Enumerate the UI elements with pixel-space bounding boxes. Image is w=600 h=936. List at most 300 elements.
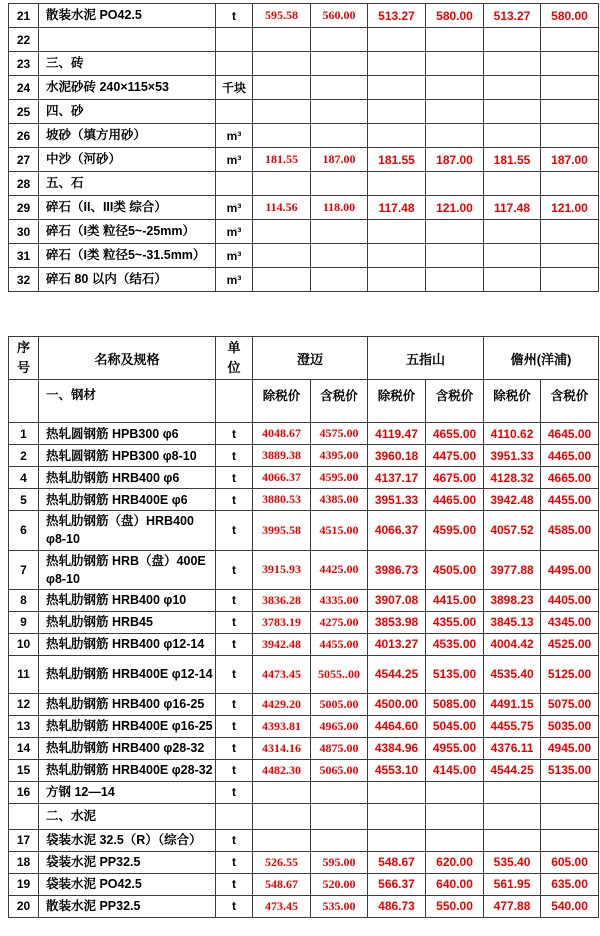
item-unit-cell: t [216, 829, 253, 851]
price-cell [541, 28, 599, 52]
price-cell: 5045.00 [426, 715, 484, 737]
item-name-cell: 袋装水泥 32.5（R）（综合） [39, 829, 216, 851]
price-cell: 635.00 [541, 873, 599, 895]
table-row [9, 172, 599, 196]
price-cell: 4665.00 [541, 467, 599, 489]
price-cell: 550.00 [426, 895, 484, 917]
materials-table-main [8, 336, 599, 918]
price-cell: 4505.00 [426, 550, 484, 589]
item-name-cell: 热轧圆钢筋 HPB300 φ6 [39, 423, 216, 445]
price-cell: 595.58 [253, 4, 311, 28]
price-cell [541, 52, 599, 76]
serial-no-label: 序号 [16, 340, 30, 376]
item-unit-cell: t [216, 445, 253, 467]
price-cell: 4491.15 [484, 693, 541, 715]
price-cell [311, 829, 368, 851]
price-cell: 4145.00 [426, 759, 484, 781]
price-cell: 4535.00 [426, 633, 484, 655]
price-cell: 4955.00 [426, 737, 484, 759]
item-unit-cell: t [216, 715, 253, 737]
table-gap [8, 292, 600, 336]
row-number-cell: 2 [9, 445, 39, 467]
price-cell [311, 244, 368, 268]
item-unit-cell: t [216, 550, 253, 589]
table-row [9, 693, 599, 715]
price-cell [368, 829, 426, 851]
price-cell: 118.00 [311, 196, 368, 220]
row-number-cell: 24 [9, 76, 39, 100]
price-cell: 513.27 [484, 4, 541, 28]
price-cell: 4355.00 [426, 611, 484, 633]
row-number-cell: 19 [9, 873, 39, 895]
price-cell: 4314.16 [253, 737, 311, 759]
price-cell [368, 52, 426, 76]
row-number-cell [9, 803, 39, 829]
table-row [9, 715, 599, 737]
row-number-cell: 10 [9, 633, 39, 655]
price-cell: 548.67 [368, 851, 426, 873]
table-row [9, 28, 599, 52]
header-row-cities [9, 337, 599, 380]
table-row [9, 52, 599, 76]
price-cell: 605.00 [541, 851, 599, 873]
price-cell: 3977.88 [484, 550, 541, 589]
item-name-cell: 袋装水泥 PO42.5 [39, 873, 216, 895]
table-row [9, 445, 599, 467]
price-cell: 3960.18 [368, 445, 426, 467]
price-cell: 560.00 [311, 4, 368, 28]
item-name-cell: 热轧肋钢筋 HRB400E φ16-25 [39, 715, 216, 737]
materials-table-top [8, 3, 599, 292]
row-number-cell: 13 [9, 715, 39, 737]
item-name-cell: 热轧肋钢筋 HRB45 [39, 611, 216, 633]
price-cell: 4500.00 [368, 693, 426, 715]
item-name-cell: 碎石（II、III类 综合） [39, 196, 216, 220]
item-unit-cell: m³ [216, 196, 253, 220]
item-name-cell: 热轧肋钢筋 HRB400E φ28-32 [39, 759, 216, 781]
table-row [9, 851, 599, 873]
price-cell: 4128.32 [484, 467, 541, 489]
item-name-cell: 碎石（I类 粒径5~-25mm） [39, 220, 216, 244]
col-header-inc-tax-wuzhishan: 含税价 [426, 380, 484, 423]
price-cell [484, 781, 541, 803]
price-cell: 4425.00 [311, 550, 368, 589]
price-cell [426, 268, 484, 292]
price-cell: 5135.00 [426, 655, 484, 693]
price-cell [253, 76, 311, 100]
item-name-cell: 热轧肋钢筋 HRB（盘）400E φ8-10 [39, 550, 216, 589]
row-number-cell: 5 [9, 489, 39, 511]
row-number-cell: 4 [9, 467, 39, 489]
row-number-cell: 8 [9, 589, 39, 611]
item-unit-cell: m³ [216, 244, 253, 268]
item-name-cell: 碎石（I类 粒径5~-31.5mm） [39, 244, 216, 268]
price-cell: 4335.00 [311, 589, 368, 611]
table-row [9, 268, 599, 292]
item-unit-cell [216, 100, 253, 124]
row-number-cell: 26 [9, 124, 39, 148]
price-cell [368, 781, 426, 803]
price-cell: 4004.42 [484, 633, 541, 655]
price-cell: 4475.00 [426, 445, 484, 467]
table-row [9, 611, 599, 633]
price-cell: 473.45 [253, 895, 311, 917]
price-cell [484, 124, 541, 148]
table-row [9, 895, 599, 917]
row-number-cell: 6 [9, 511, 39, 550]
price-cell [541, 244, 599, 268]
price-cell: 4066.37 [253, 467, 311, 489]
price-cell [484, 803, 541, 829]
price-cell: 3889.38 [253, 445, 311, 467]
price-cell: 4595.00 [426, 511, 484, 550]
price-cell: 4048.67 [253, 423, 311, 445]
price-cell: 4645.00 [541, 423, 599, 445]
price-cell: 4544.25 [484, 759, 541, 781]
price-cell [484, 268, 541, 292]
empty-header-cell [9, 380, 39, 423]
price-cell [253, 244, 311, 268]
col-header-serial-no [9, 337, 39, 380]
price-cell: 4465.00 [426, 489, 484, 511]
price-cell: 4465.00 [541, 445, 599, 467]
price-cell: 181.55 [368, 148, 426, 172]
price-cell [311, 100, 368, 124]
price-cell: 620.00 [426, 851, 484, 873]
table-row [9, 4, 599, 28]
price-cell: 4525.00 [541, 633, 599, 655]
price-cell: 4455.75 [484, 715, 541, 737]
price-cell: 561.95 [484, 873, 541, 895]
col-header-city-chengmai: 澄迈 [253, 337, 368, 380]
price-cell: 566.37 [368, 873, 426, 895]
price-cell: 3951.33 [484, 445, 541, 467]
row-number-cell: 21 [9, 4, 39, 28]
table-row [9, 759, 599, 781]
price-cell [426, 124, 484, 148]
price-cell [253, 220, 311, 244]
item-unit-cell: t [216, 4, 253, 28]
price-cell: 4965.00 [311, 715, 368, 737]
price-cell [311, 803, 368, 829]
price-cell [484, 100, 541, 124]
price-cell: 3995.58 [253, 511, 311, 550]
item-unit-cell: t [216, 467, 253, 489]
price-cell [253, 100, 311, 124]
item-unit-cell: m³ [216, 148, 253, 172]
price-cell: 4495.00 [541, 550, 599, 589]
col-header-name-spec: 名称及规格 [39, 337, 216, 380]
price-cell: 3942.48 [253, 633, 311, 655]
price-cell: 121.00 [541, 196, 599, 220]
price-cell [253, 803, 311, 829]
item-unit-cell: t [216, 633, 253, 655]
row-number-cell: 12 [9, 693, 39, 715]
price-cell: 4535.40 [484, 655, 541, 693]
price-cell [368, 220, 426, 244]
item-unit-cell: t [216, 511, 253, 550]
price-cell: 4585.00 [541, 511, 599, 550]
price-cell [426, 244, 484, 268]
price-cell: 4137.17 [368, 467, 426, 489]
item-unit-cell: t [216, 759, 253, 781]
table-row [9, 244, 599, 268]
item-unit-cell [216, 52, 253, 76]
price-cell: 3942.48 [484, 489, 541, 511]
price-cell [541, 172, 599, 196]
price-cell: 640.00 [426, 873, 484, 895]
price-cell: 4066.37 [368, 511, 426, 550]
price-cell [426, 829, 484, 851]
price-cell [368, 124, 426, 148]
item-name-cell [39, 28, 216, 52]
price-cell [541, 781, 599, 803]
item-unit-cell: t [216, 873, 253, 895]
col-header-unit [216, 337, 253, 380]
item-name-cell: 碎石 80 以内（结石） [39, 268, 216, 292]
price-cell: 3880.53 [253, 489, 311, 511]
price-cell: 4553.10 [368, 759, 426, 781]
row-number-cell: 11 [9, 655, 39, 693]
table-row [9, 589, 599, 611]
item-unit-cell: m³ [216, 124, 253, 148]
price-cell: 580.00 [541, 4, 599, 28]
price-cell [368, 100, 426, 124]
price-cell [368, 244, 426, 268]
price-cell [311, 124, 368, 148]
row-number-cell: 23 [9, 52, 39, 76]
price-cell [484, 220, 541, 244]
table-row [9, 829, 599, 851]
price-cell [253, 124, 311, 148]
price-cell: 117.48 [368, 196, 426, 220]
price-cell: 4275.00 [311, 611, 368, 633]
item-name-cell: 中沙（河砂） [39, 148, 216, 172]
price-cell [484, 244, 541, 268]
price-cell: 4345.00 [541, 611, 599, 633]
price-cell: 4110.62 [484, 423, 541, 445]
table-row [9, 633, 599, 655]
price-cell: 4013.27 [368, 633, 426, 655]
col-header-city-danzhou: 儋州(洋浦) [484, 337, 599, 380]
col-header-city-wuzhishan: 五指山 [368, 337, 484, 380]
price-cell [426, 220, 484, 244]
price-cell [253, 829, 311, 851]
price-cell: 117.48 [484, 196, 541, 220]
price-cell: 486.73 [368, 895, 426, 917]
price-cell: 595.00 [311, 851, 368, 873]
col-header-ex-tax-wuzhishan: 除税价 [368, 380, 426, 423]
price-cell: 5085.00 [426, 693, 484, 715]
row-number-cell: 25 [9, 100, 39, 124]
main-table-header [9, 337, 599, 423]
row-number-cell: 1 [9, 423, 39, 445]
price-cell: 526.55 [253, 851, 311, 873]
price-cell: 4455.00 [311, 633, 368, 655]
price-cell: 5055..00 [311, 655, 368, 693]
price-cell: 187.00 [426, 148, 484, 172]
price-cell: 4945.00 [541, 737, 599, 759]
table-row [9, 467, 599, 489]
price-cell: 5075.00 [541, 693, 599, 715]
table-row [9, 511, 599, 550]
price-cell: 5005.00 [311, 693, 368, 715]
price-cell [253, 268, 311, 292]
price-cell [541, 76, 599, 100]
item-unit-cell: t [216, 611, 253, 633]
row-number-cell: 28 [9, 172, 39, 196]
row-number-cell: 32 [9, 268, 39, 292]
row-number-cell: 27 [9, 148, 39, 172]
row-number-cell: 30 [9, 220, 39, 244]
table-row [9, 803, 599, 829]
row-number-cell: 17 [9, 829, 39, 851]
table-row [9, 220, 599, 244]
row-number-cell: 22 [9, 28, 39, 52]
price-cell: 4464.60 [368, 715, 426, 737]
price-cell [253, 28, 311, 52]
price-cell: 181.55 [253, 148, 311, 172]
price-cell: 4595.00 [311, 467, 368, 489]
price-cell [426, 172, 484, 196]
price-cell: 3898.23 [484, 589, 541, 611]
item-name-cell: 散装水泥 PP32.5 [39, 895, 216, 917]
item-unit-cell [216, 803, 253, 829]
price-cell: 3853.98 [368, 611, 426, 633]
price-cell: 540.00 [541, 895, 599, 917]
price-cell [484, 172, 541, 196]
price-cell [311, 76, 368, 100]
price-cell: 3836.28 [253, 589, 311, 611]
price-cell: 4482.30 [253, 759, 311, 781]
price-cell [368, 76, 426, 100]
price-cell: 4119.47 [368, 423, 426, 445]
price-cell: 5065.00 [311, 759, 368, 781]
price-cell: 477.88 [484, 895, 541, 917]
item-unit-cell [216, 28, 253, 52]
price-cell [426, 52, 484, 76]
row-number-cell: 15 [9, 759, 39, 781]
section-steel-label: 一、钢材 [39, 380, 216, 423]
price-cell: 4385.00 [311, 489, 368, 511]
price-cell: 4515.00 [311, 511, 368, 550]
price-cell: 4395.00 [311, 445, 368, 467]
price-cell: 4473.45 [253, 655, 311, 693]
empty-header-cell [216, 380, 253, 423]
row-number-cell: 20 [9, 895, 39, 917]
table-row [9, 655, 599, 693]
price-cell [484, 52, 541, 76]
price-cell [311, 781, 368, 803]
item-name-cell: 热轧肋钢筋 HRB400E φ12-14 [39, 655, 216, 693]
item-name-cell: 热轧肋钢筋 HRB400E φ6 [39, 489, 216, 511]
item-unit-cell: t [216, 737, 253, 759]
item-unit-cell: 千块 [216, 76, 253, 100]
row-number-cell: 29 [9, 196, 39, 220]
price-cell [426, 76, 484, 100]
price-cell: 3907.08 [368, 589, 426, 611]
table-row [9, 148, 599, 172]
item-name-cell: 散装水泥 PO42.5 [39, 4, 216, 28]
materials-table-main-body [9, 423, 599, 918]
row-number-cell: 9 [9, 611, 39, 633]
price-cell [426, 28, 484, 52]
price-cell [426, 803, 484, 829]
price-cell: 5125.00 [541, 655, 599, 693]
price-cell: 4575.00 [311, 423, 368, 445]
price-cell: 5135.00 [541, 759, 599, 781]
row-number-cell: 18 [9, 851, 39, 873]
price-cell [253, 781, 311, 803]
price-cell [253, 172, 311, 196]
price-cell: 520.00 [311, 873, 368, 895]
row-number-cell: 31 [9, 244, 39, 268]
col-header-ex-tax-danzhou: 除税价 [484, 380, 541, 423]
table-row [9, 196, 599, 220]
table-row [9, 489, 599, 511]
price-cell [541, 124, 599, 148]
price-cell: 181.55 [484, 148, 541, 172]
item-unit-cell: m³ [216, 268, 253, 292]
price-cell: 187.00 [311, 148, 368, 172]
item-unit-cell: t [216, 589, 253, 611]
price-cell [311, 220, 368, 244]
item-unit-cell: t [216, 423, 253, 445]
price-cell [368, 803, 426, 829]
item-name-cell: 四、砂 [39, 100, 216, 124]
header-row-price-types [9, 380, 599, 423]
price-cell: 4544.25 [368, 655, 426, 693]
price-cell: 513.27 [368, 4, 426, 28]
price-cell: 114.56 [253, 196, 311, 220]
price-cell: 4376.11 [484, 737, 541, 759]
item-name-cell: 热轧肋钢筋 HRB400 φ10 [39, 589, 216, 611]
row-number-cell: 7 [9, 550, 39, 589]
price-cell [311, 28, 368, 52]
price-cell: 3783.19 [253, 611, 311, 633]
item-name-cell: 水泥砂砖 240×115×53 [39, 76, 216, 100]
price-cell [368, 268, 426, 292]
price-cell: 580.00 [426, 4, 484, 28]
col-header-inc-tax-danzhou: 含税价 [541, 380, 599, 423]
price-cell: 5035.00 [541, 715, 599, 737]
item-unit-cell: t [216, 693, 253, 715]
item-unit-cell: t [216, 781, 253, 803]
price-cell: 4393.81 [253, 715, 311, 737]
price-cell [484, 829, 541, 851]
price-cell: 187.00 [541, 148, 599, 172]
item-name-cell: 热轧圆钢筋 HPB300 φ8-10 [39, 445, 216, 467]
item-unit-cell: t [216, 851, 253, 873]
price-cell: 4415.00 [426, 589, 484, 611]
price-cell [484, 76, 541, 100]
price-cell: 4057.52 [484, 511, 541, 550]
price-cell: 535.00 [311, 895, 368, 917]
price-cell: 121.00 [426, 196, 484, 220]
price-cell [541, 829, 599, 851]
item-name-cell: 坡砂（填方用砂） [39, 124, 216, 148]
table-row [9, 124, 599, 148]
item-unit-cell: t [216, 489, 253, 511]
price-cell: 3986.73 [368, 550, 426, 589]
price-cell: 4875.00 [311, 737, 368, 759]
item-name-cell: 热轧肋钢筋 HRB400 φ6 [39, 467, 216, 489]
price-cell [484, 28, 541, 52]
table-row [9, 100, 599, 124]
table-row [9, 76, 599, 100]
price-cell: 4405.00 [541, 589, 599, 611]
price-cell: 4455.00 [541, 489, 599, 511]
